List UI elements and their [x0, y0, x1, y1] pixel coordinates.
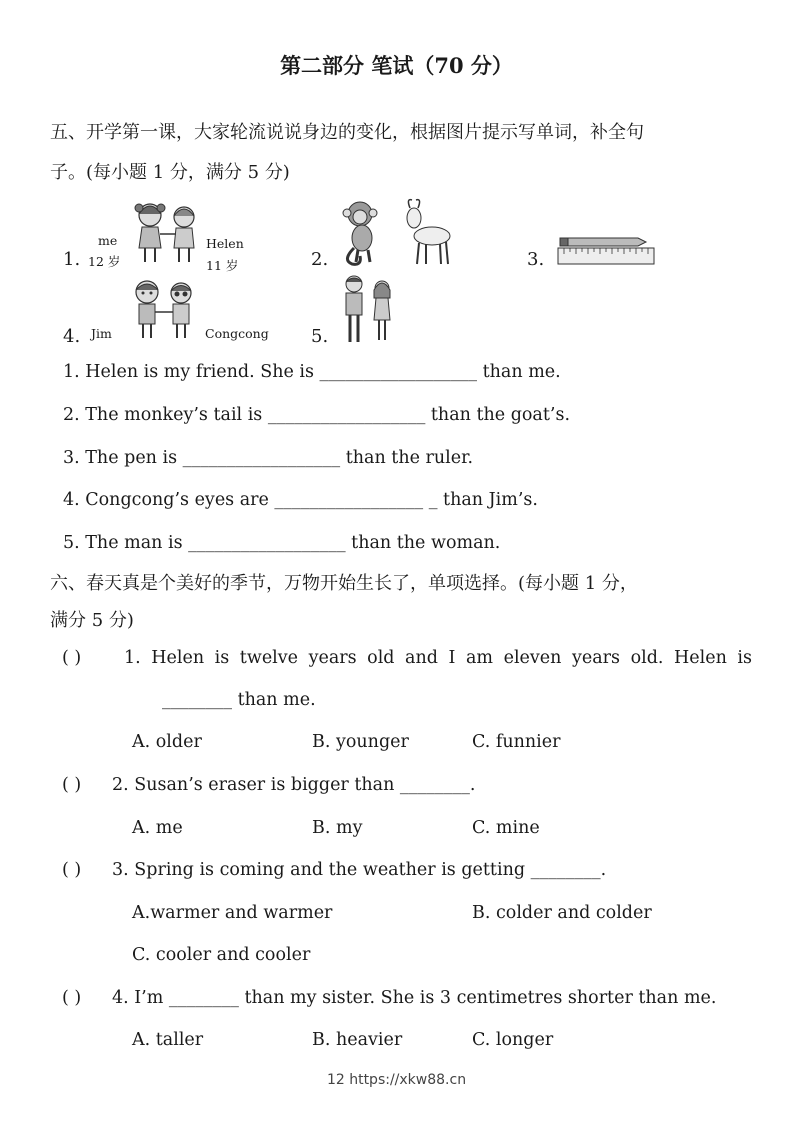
question-3-stem: 3. Spring is coming and the weather is getting ________. [112, 860, 607, 880]
question-4-stem: 4. I’m ________ than my sister. She is 3 centimetres shorter than me. [112, 988, 717, 1008]
picture-1-me-age: 12 岁 [88, 254, 121, 269]
page-title: 第二部分 笔试（70 分） [280, 53, 513, 78]
question-2-stem: 2. Susan’s eraser is bigger than ________. [112, 775, 476, 795]
picture-1-me-label: me [98, 233, 118, 248]
fill-sentence-5: 5. The man is __________________ than the woman. [63, 533, 501, 553]
q1-option-c: C. funnier [472, 732, 561, 752]
q1-option-b: B. younger [312, 732, 409, 752]
picture-1-number: 1. [63, 249, 81, 270]
picture-5-number: 5. [311, 326, 329, 347]
question-1-stem: 1. Helen is twelve years old and I am eleven years old. Helen is [124, 648, 753, 668]
section6-heading-line1: 六、春天真是个美好的季节，万物开始生长了，单项选择。(每小题 1 分， [50, 573, 638, 594]
picture-1-helen-label: Helen [206, 236, 244, 251]
q3-option-b: B. colder and colder [472, 903, 652, 923]
fill-sentence-1: 1. Helen is my friend. She is __________________ than me. [63, 362, 561, 382]
q4-option-c: C. longer [472, 1030, 554, 1050]
q3-option-c: C. cooler and cooler [132, 945, 311, 965]
section6-heading-line2: 满分 5 分) [50, 610, 134, 631]
q3-option-a: A.warmer and warmer [132, 903, 333, 923]
man-and-woman-picture [338, 274, 398, 344]
picture-1-helen-age: 11 岁 [206, 258, 239, 273]
q2-option-a: A. me [132, 818, 183, 838]
answer-paren-4: ( ) [62, 988, 82, 1008]
picture-3-number: 3. [527, 249, 545, 270]
q2-option-c: C. mine [472, 818, 540, 838]
two-boys-picture [130, 278, 200, 340]
question-1-stem-cont: ________ than me. [162, 690, 316, 710]
two-girls-picture [130, 200, 205, 265]
picture-4-number: 4. [63, 326, 81, 347]
q4-option-a: A. taller [132, 1030, 204, 1050]
picture-4-jim-label: Jim [91, 326, 112, 341]
fill-sentence-2: 2. The monkey’s tail is __________________ than the goat’s. [63, 405, 571, 425]
q1-option-a: A. older [132, 732, 202, 752]
section5-heading-line1: 五、开学第一课，大家轮流说说身边的变化，根据图片提示写单词，补全句 [50, 122, 644, 143]
picture-4-congcong-label: Congcong [205, 326, 269, 341]
q2-option-b: B. my [312, 818, 363, 838]
pen-and-ruler-picture [556, 234, 656, 266]
answer-paren-2: ( ) [62, 775, 82, 795]
section5-heading-line2: 子。(每小题 1 分，满分 5 分) [50, 162, 290, 183]
answer-paren-1: ( ) [62, 648, 82, 668]
picture-2-number: 2. [311, 249, 329, 270]
q4-option-b: B. heavier [312, 1030, 403, 1050]
page-footer: 12 https://xkw88.cn [326, 1072, 467, 1088]
answer-paren-3: ( ) [62, 860, 82, 880]
fill-sentence-3: 3. The pen is __________________ than the ruler. [63, 448, 474, 468]
fill-sentence-4: 4. Congcong’s eyes are _________________ _ than Jim’s. [63, 490, 538, 510]
monkey-and-goat-picture [340, 198, 455, 268]
